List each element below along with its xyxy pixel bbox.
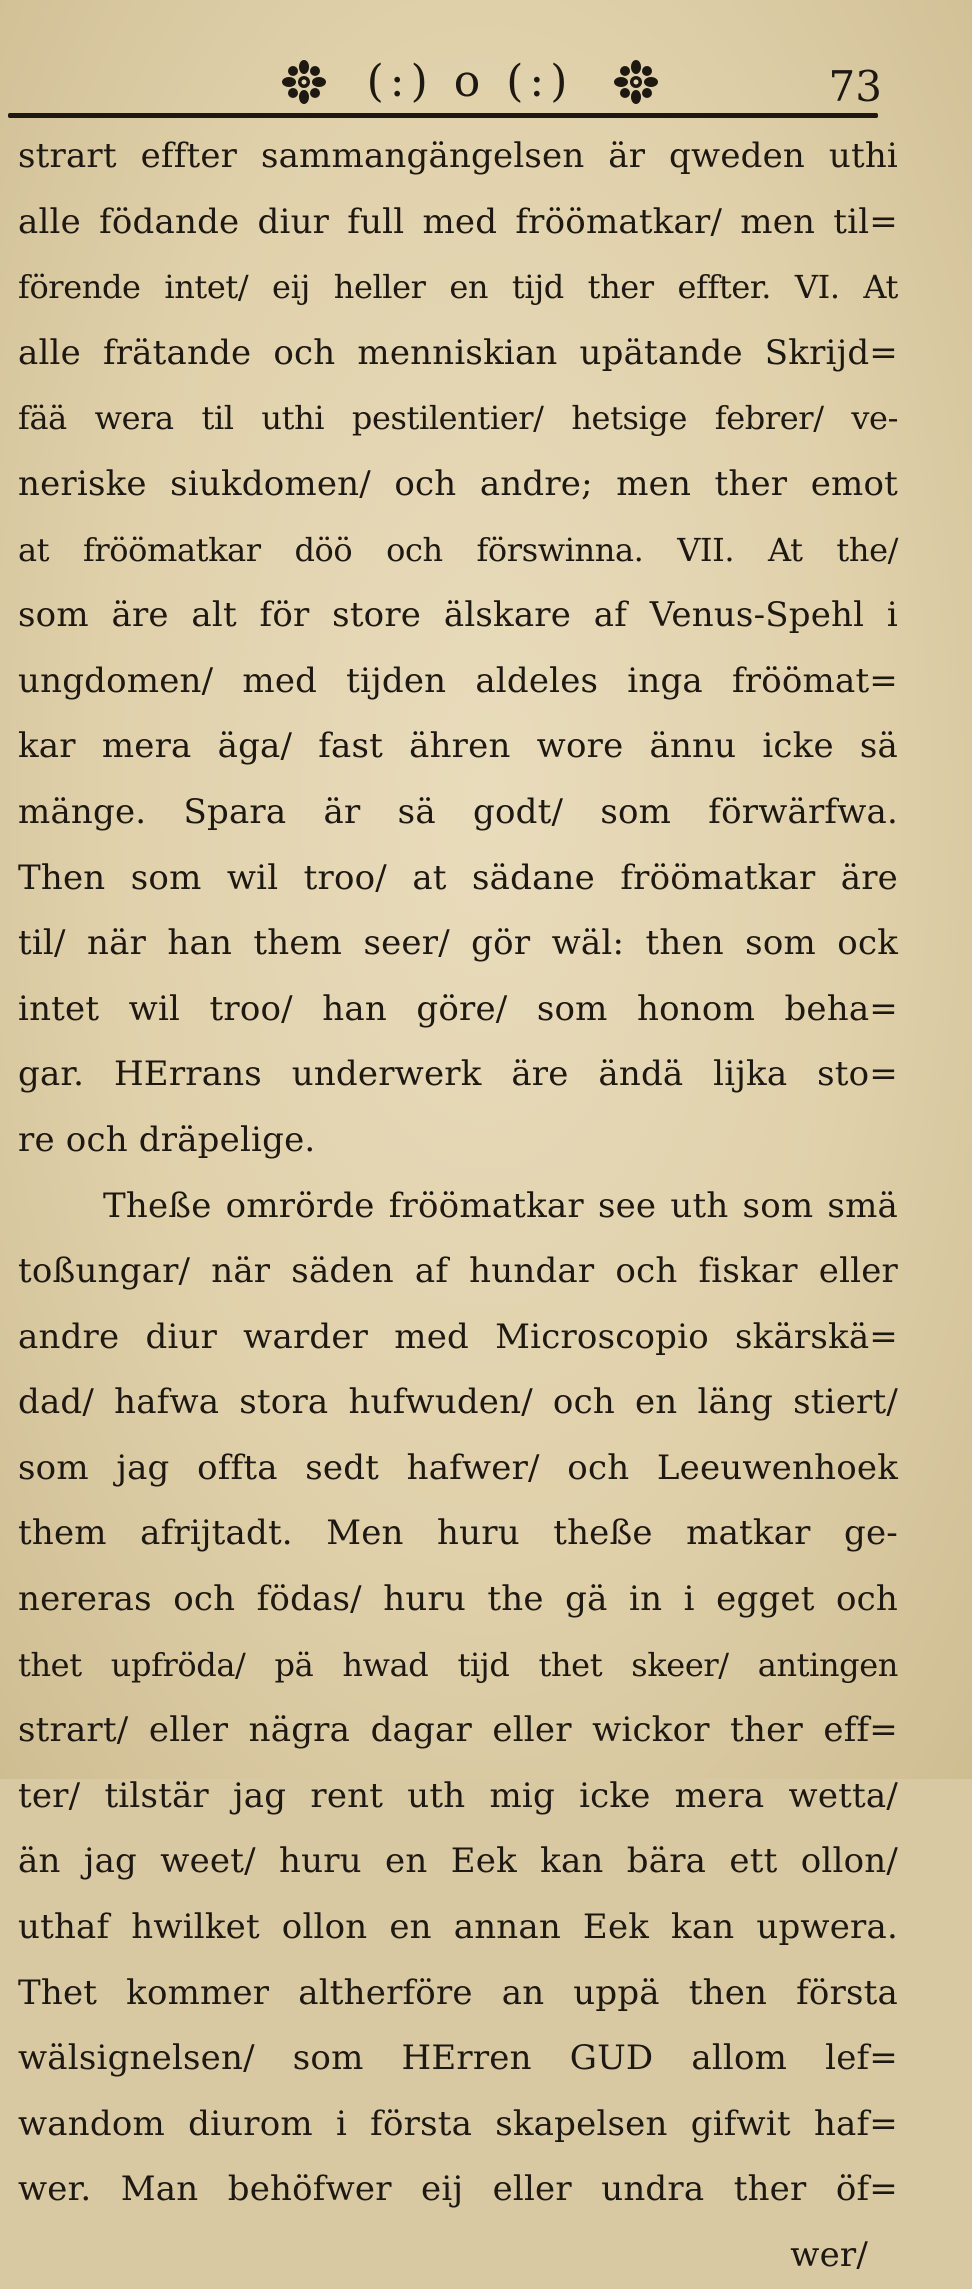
text-line: wälsignelsen/ som HErren GUD allom lef= bbox=[18, 2038, 898, 2079]
body-text bbox=[18, 124, 898, 2289]
text-line: fää wera til uthi pestilentier/ hetsige febrer/ ve- bbox=[18, 399, 898, 438]
text-line: neriske siukdomen/ och andre; men ther emot bbox=[18, 463, 898, 504]
text-line: re och dräpelige. bbox=[18, 1119, 316, 1160]
page-number: 73 bbox=[828, 62, 882, 111]
text-line: ter/ tilstär jag rent uth mig icke mera wetta/ bbox=[18, 1775, 898, 1816]
text-line: wer. Man behöfwer eij eller undra ther öf= bbox=[18, 2169, 898, 2210]
text-line: andre diur warder med Microscopio skärskä= bbox=[18, 1316, 898, 1357]
header-ornament bbox=[280, 54, 660, 110]
flower-ornament-icon bbox=[612, 58, 660, 106]
text-line: uthaf hwilket ollon en annan Eek kan upwera. bbox=[18, 1907, 898, 1948]
text-line: kar mera äga/ fast ähren wore ännu icke sä bbox=[18, 726, 898, 767]
catchword: wer/ bbox=[790, 2235, 868, 2275]
text-line: förende intet/ eij heller en tijd ther effter. VI. At bbox=[18, 268, 898, 307]
text-line: alle födande diur full med fröömatkar/ men til= bbox=[18, 201, 898, 242]
ornament-text: (:) o (:) bbox=[366, 56, 574, 107]
text-line: Then som wil troo/ at sädane fröömatkar äre bbox=[18, 857, 898, 898]
text-line: ungdomen/ med tijden aldeles inga fröömat= bbox=[18, 660, 898, 701]
text-line: strart effter sammangängelsen är qweden uthi bbox=[18, 136, 898, 176]
text-line: som äre alt för store älskare af Venus-Spehl i bbox=[18, 595, 898, 636]
paragraph-first-line: Theße omrörde fröömatkar see uth som smä bbox=[103, 1185, 898, 1226]
text-line: wandom diurom i första skapelsen gifwit haf= bbox=[18, 2103, 898, 2144]
text-line: til/ när han them seer/ gör wäl: then som ock bbox=[18, 923, 898, 964]
text-line: mänge. Spara är sä godt/ som förwärfwa. bbox=[18, 791, 898, 832]
text-line: intet wil troo/ han göre/ som honom beha= bbox=[18, 988, 898, 1029]
text-line: thet upfröda/ pä hwad tijd thet skeer/ antingen bbox=[18, 1645, 898, 1684]
text-line: Thet kommer altherföre an uppä then första bbox=[18, 1972, 898, 2013]
text-line: them afrijtadt. Men huru theße matkar ge- bbox=[18, 1513, 898, 1554]
text-line: än jag weet/ huru en Eek kan bära ett ollon/ bbox=[18, 1841, 898, 1882]
text-line: at fröömatkar döö och förswinna. VII. At the/ bbox=[18, 530, 898, 569]
text-line: alle frätande och menniskian upätande Skrijd= bbox=[18, 332, 898, 373]
text-line: gar. HErrans underwerk äre ändä lijka sto= bbox=[18, 1054, 898, 1095]
text-line: toßungar/ när säden af hundar och fiskar eller bbox=[18, 1251, 898, 1292]
header-rule bbox=[8, 113, 878, 118]
text-line: nereras och födas/ huru the gä in i egget och bbox=[18, 1579, 898, 1620]
page-header bbox=[0, 52, 972, 112]
text-line: som jag offta sedt hafwer/ och Leeuwenhoek bbox=[18, 1447, 898, 1488]
text-line: dad/ hafwa stora hufwuden/ och en läng stiert/ bbox=[18, 1382, 898, 1423]
flower-ornament-icon bbox=[280, 58, 328, 106]
text-line: strart/ eller nägra dagar eller wickor ther eff= bbox=[18, 1710, 898, 1751]
